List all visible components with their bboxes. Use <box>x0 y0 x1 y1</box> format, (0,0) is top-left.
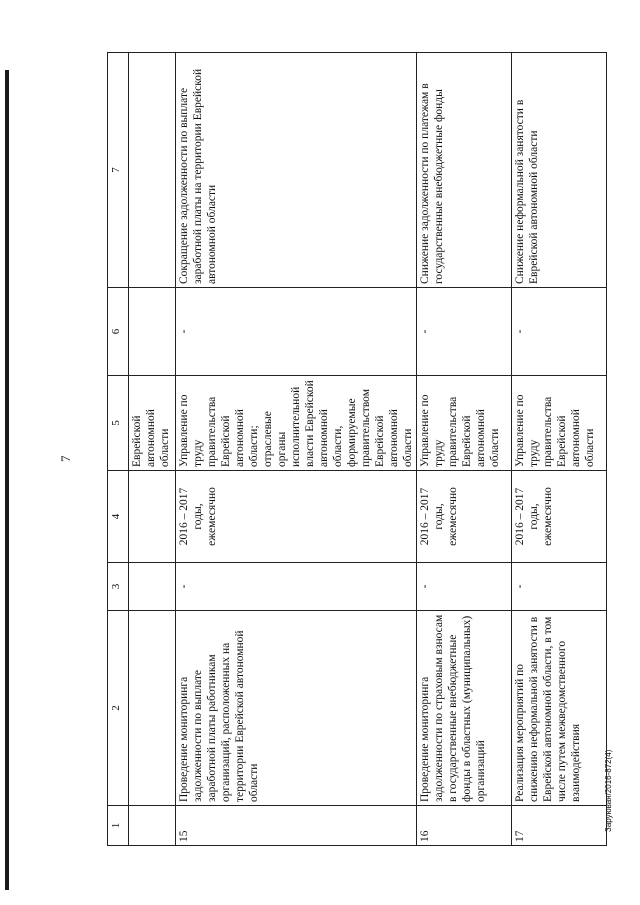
expected-result: Снижение неформальной занятости в Еврейской автономной области <box>512 53 607 288</box>
row-number: 15 <box>176 806 417 846</box>
executor: Управление по труду правительства Еврейской автономной области <box>417 376 512 471</box>
period: 2016 – 2017 годы, ежемесячно <box>417 471 512 563</box>
executor-continuation: Еврейской автономной области <box>129 376 176 471</box>
col-header-4: 4 <box>108 471 129 563</box>
executor: Управление по труду правительства Еврейской автономной области; отраслевые органы исполнительной власти Еврейской автономной области, формируемые правительством Еврейской автономной области <box>176 376 417 471</box>
cell <box>129 53 176 288</box>
measures-table <box>107 52 607 846</box>
col-header-1: 1 <box>108 806 129 846</box>
table-row <box>512 53 607 846</box>
expected-result: Снижение задолженности по платежам в государственные внебюджетные фонды <box>417 53 512 288</box>
table-row <box>176 53 417 846</box>
col-header-6: 6 <box>108 288 129 376</box>
col-header-3: 3 <box>108 563 129 611</box>
col3-value: - <box>417 563 512 611</box>
scan-edge-bar <box>5 70 9 890</box>
period: 2016 – 2017 годы, ежемесячно <box>176 471 417 563</box>
cell <box>129 611 176 806</box>
page-number: 7 <box>58 455 73 462</box>
col6-value: - <box>417 288 512 376</box>
row-number: 16 <box>417 806 512 846</box>
col6-value: - <box>512 288 607 376</box>
col-header-2: 2 <box>108 611 129 806</box>
continuation-row <box>129 53 176 846</box>
col-header-7: 7 <box>108 53 129 288</box>
expected-result: Сокращение задолженности по выплате заработной платы на территории Еврейской автономной области <box>176 53 417 288</box>
col3-value: - <box>512 563 607 611</box>
event-description: Проведение мониторинга задолженности по страховым взносам в государственные внебюджетные фонды в областных (муниципальных) организаций <box>417 611 512 806</box>
table-header-row <box>108 53 129 846</box>
table-row <box>417 53 512 846</box>
document-code: Заруювая/2016-872(4) <box>604 749 613 832</box>
row-number: 17 <box>512 806 607 846</box>
cell <box>129 288 176 376</box>
executor: Управление по труду правительства Еврейской автономной области <box>512 376 607 471</box>
col3-value: - <box>176 563 417 611</box>
cell <box>129 471 176 563</box>
cell <box>129 563 176 611</box>
rotated-table-container <box>107 53 596 846</box>
event-description: Реализация мероприятий по снижению неформальной занятости в Еврейской автономной области, в том числе путем межведомственного взаимодействия <box>512 611 607 806</box>
col-header-5: 5 <box>108 376 129 471</box>
col6-value: - <box>176 288 417 376</box>
period: 2016 – 2017 годы, ежемесячно <box>512 471 607 563</box>
cell <box>129 806 176 846</box>
event-description: Проведение мониторинга задолженности по выплате заработной платы работникам организаций, расположенных на территории Еврейской автономной области <box>176 611 417 806</box>
